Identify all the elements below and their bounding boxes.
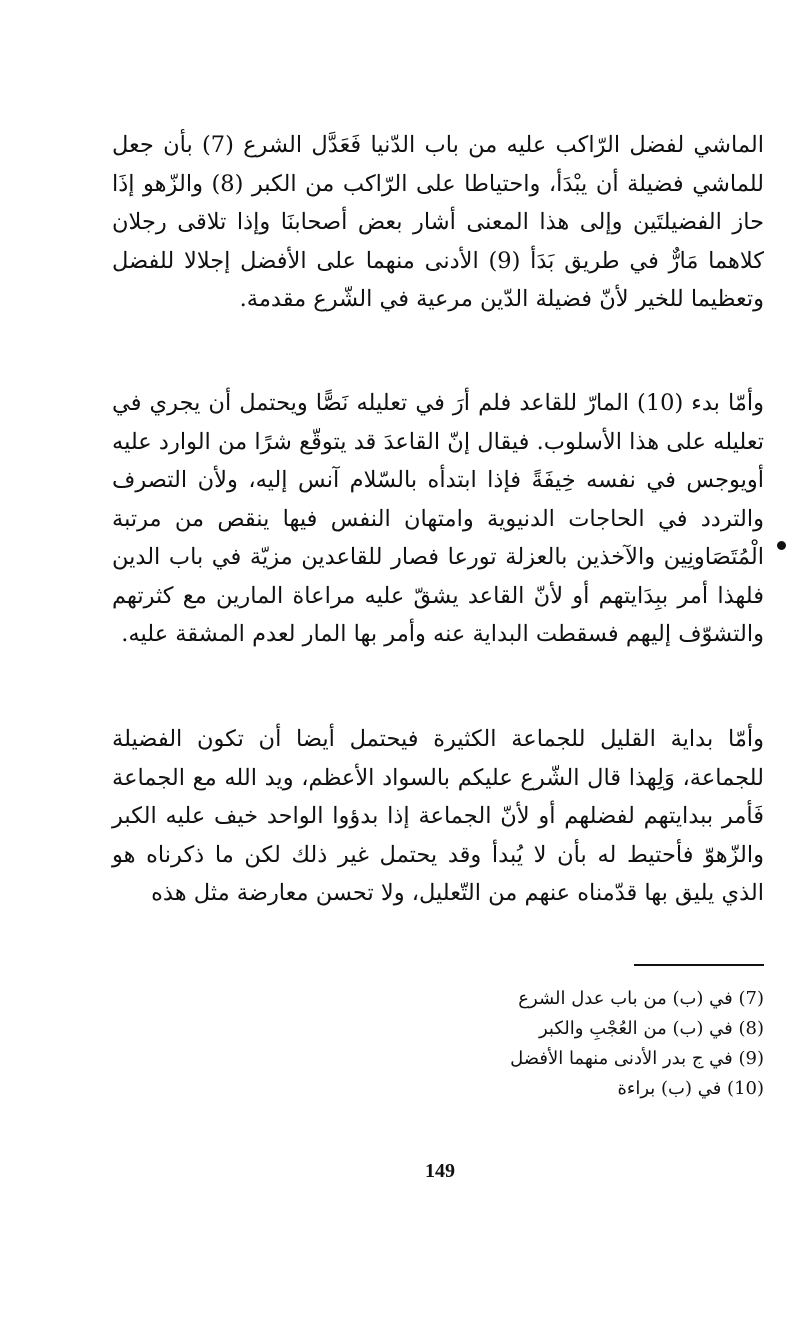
footnote-9: (9) في ج بدر الأدنى منهما الأفضل xyxy=(510,1048,764,1069)
paragraph-3: وأمّا بداية القليل للجماعة الكثيرة فيحتمل أيضا أن تكون الفضيلة للجماعة، وَلِهذا قال الشّرع عليكم بالسواد الأعظم، ويد الله مع الجماعة فَأمر ببدايتهم لفضلهم أو لأنّ الجماعة إذا بدؤوا الواحد خيف عليه الكبر والزّهوّ فأحتيط له بأن لا يُبدأ وقد يحتمل غير ذلك لكن ما ذكرناه هو الذي يليق بها قدّمناه عنهم من التّعليل، ولا تحسن معارضة مثل هذه xyxy=(112,726,764,906)
page-number: 149 xyxy=(425,1160,455,1182)
footnote-7: (7) في (ب) من باب عدل الشرع xyxy=(518,988,764,1009)
footnote-8: (8) في (ب) من العُجْبِ والكبر xyxy=(538,1018,764,1039)
margin-dot xyxy=(777,541,786,550)
footnote-separator xyxy=(634,964,764,966)
footnote-10: (10) في (ب) براءة xyxy=(617,1078,764,1099)
footnotes xyxy=(420,984,764,1104)
paragraph-2: وأمّا بدء (10) المارّ للقاعد فلم أرَ في تعليله نَصًّا ويحتمل أن يجري في تعليله على هذا الأسلوب. فيقال إنّ القاعدَ قد يتوقّع شرًا من الوارد عليه أويوجس في نفسه خِيفَةً فإذا ابتدأه بالسّلام آنس إليه، ولأن التصرف والتردد في الحاجات الدنيوية وامتهان النفس فيها ينقص من مرتبة الْمُتَصَاونِين والآخذين بالعزلة تورعا فصار للقاعدين مزيّة في باب الدين فلهذا أمر ببِدَايتهم أو لأنّ القاعد يشقّ عليه مراعاة المارين مع كثرتهم والتشوّف إليهم فسقطت البداية عنه وأمر بها المار لعدم المشقة عليه. xyxy=(112,390,765,647)
paragraph-1: الماشي لفضل الرّاكب عليه من باب الدّنيا فَعَدَّل الشرع (7) بأن جعل للماشي فضيلة أن يبْدَأ، واحتياطا على الرّاكب من الكبر (8) والزّهو إذَا حاز الفضيلتَين وإلى هذا المعنى أشار بعض أصحابنَا وإذا تلاقى رجلان كلاهما مَارٌّ في طريق بَدَأ (9) الأدنى منهما على الأفضل إجلالا للفضل وتعظيما للخير لأنّ فضيلة الدّين مرعية في الشّرع مقدمة. xyxy=(112,132,765,312)
